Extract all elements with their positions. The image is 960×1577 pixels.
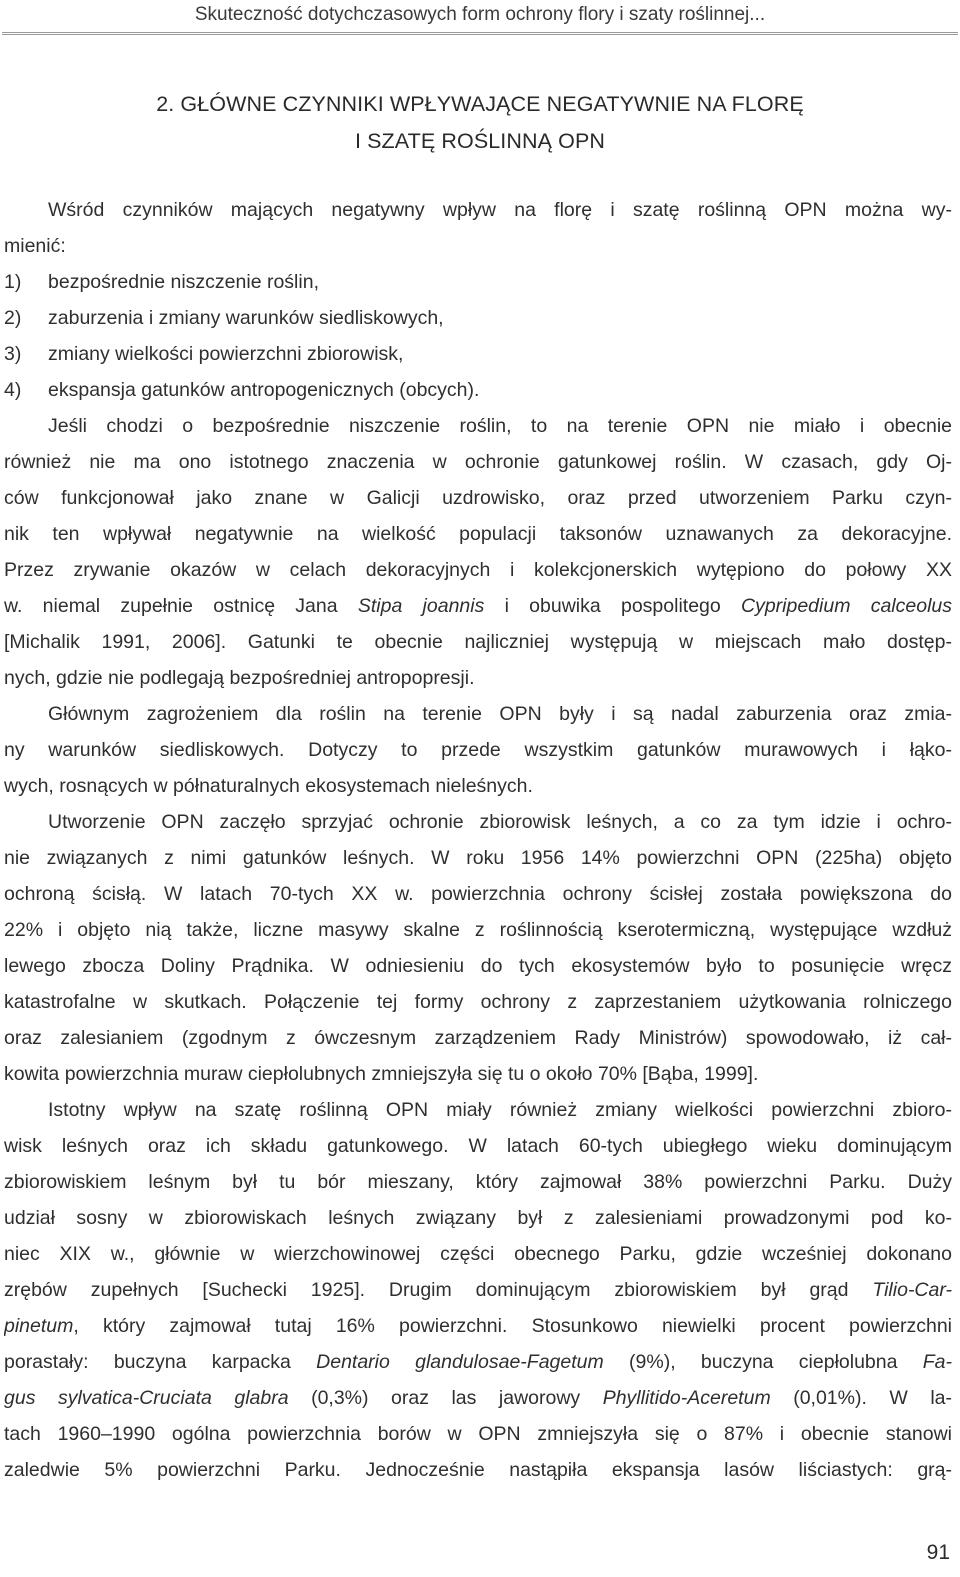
species-name: Dentario glandulosae-Fagetum	[316, 1351, 604, 1373]
text-run: (0,01%). W la-	[770, 1387, 952, 1409]
list-item-text: zaburzenia i zmiany warunków siedliskowych,	[48, 307, 444, 329]
text-run: zrębów zupełnych [Suchecki 1925]. Drugim dominującym zbiorowiskiem był grąd	[4, 1279, 873, 1301]
paragraph-1-line: również nie ma ono istotnego znaczenia w ochronie gatunkowej roślin. W czasach, gdy Oj-	[4, 451, 952, 473]
species-name: Stipa joannis	[357, 595, 485, 617]
paragraph-4-line	[4, 1272, 952, 1308]
text-run: (9%), buczyna ciepłolubna	[603, 1351, 923, 1373]
text-run: w. niemal zupełnie ostnicę Jana	[4, 595, 358, 617]
running-header: Skuteczność dotychczasowych form ochrony flory i szaty roślinnej...	[194, 4, 766, 25]
heading-line-1: 2. GŁÓWNE CZYNNIKI WPŁYWAJĄCE NEGATYWNIE NA FLORĘ	[156, 92, 804, 116]
page-number: 91	[926, 1541, 950, 1564]
paragraph-3-line: ochroną ścisłą. W latach 70-tych XX w. powierzchnia ochrony ścisłej została powiększona do	[4, 883, 952, 905]
text-run: porastały: buczyna karpacka	[4, 1351, 317, 1373]
text-run: i obuwika pospolitego	[484, 595, 741, 617]
species-name: gus sylvatica-Cruciata glabra	[4, 1387, 289, 1409]
paragraph-3-line: kowita powierzchnia muraw ciepłolubnych zmniejszyła się tu o około 70% [Bąba, 1999].	[4, 1063, 759, 1085]
species-name: Phyllitido-Aceretum	[602, 1387, 771, 1409]
paragraph-1-line: Jeśli chodzi o bezpośrednie niszczenie roślin, to na terenie OPN nie miało i obecnie	[48, 415, 952, 437]
list-item-number: 4)	[4, 379, 22, 401]
intro-line-1: Wśród czynników mających negatywny wpływ na florę i szatę roślinną OPN można wy-	[48, 199, 952, 221]
paragraph-4-line: udział sosny w zbiorowiskach leśnych związany był z zalesieniami prowadzonymi pod ko-	[4, 1207, 952, 1229]
paragraph-4-line: Istotny wpływ na szatę roślinną OPN miały również zmiany wielkości powierzchni zbioro-	[48, 1099, 952, 1121]
paragraph-4-line: niec XIX w., głównie w wierzchowinowej części obecnego Parku, gdzie wcześniej dokonano	[4, 1243, 952, 1265]
species-name: pinetum	[4, 1315, 74, 1337]
list-item-text: bezpośrednie niszczenie roślin,	[48, 271, 319, 293]
species-name: Tilio-Car-	[872, 1279, 952, 1301]
paragraph-3-line: Utworzenie OPN zaczęło sprzyjać ochronie zbiorowisk leśnych, a co za tym idzie i ochro-	[48, 811, 952, 833]
list-item-number: 2)	[4, 307, 22, 329]
list-item	[4, 300, 952, 336]
paragraph-1-line: nik ten wpływał negatywnie na wielkość populacji taksonów uznawanych za dekoracyjne.	[4, 523, 952, 545]
paragraph-4-line: zaledwie 5% powierzchni Parku. Jednocześnie nastąpiła ekspansja lasów liściastych: grą-	[4, 1459, 952, 1481]
species-name: Fa-	[922, 1351, 952, 1373]
heading-line-2: I SZATĘ ROŚLINNĄ OPN	[354, 129, 606, 153]
paragraph-3-line: lewego zbocza Doliny Prądnika. W odniesieniu do tych ekosystemów było to posunięcie wręcz	[4, 955, 952, 977]
text-run: , który zajmował tutaj 16% powierzchni. Stosunkowo niewielki procent powierzchni	[73, 1315, 952, 1337]
list-item	[4, 264, 952, 300]
paragraph-4-line	[4, 1380, 952, 1416]
paragraph-1-line: Przez zrywanie okazów w celach dekoracyjnych i kolekcjonerskich wytępiono do połowy XX	[4, 559, 952, 581]
paragraph-2-line: ny warunków siedliskowych. Dotyczy to przede wszystkim gatunków murawowych i łąko-	[4, 739, 952, 761]
species-name: Cypripedium calceolus	[740, 595, 952, 617]
paragraph-3-line: oraz zalesianiem (zgodnym z ówczesnym zarządzeniem Rady Ministrów) spowodowało, iż cał-	[4, 1027, 952, 1049]
intro-line-2: mienić:	[4, 235, 66, 257]
paragraph-2-line: wych, rosnących w półnaturalnych ekosystemach nieleśnych.	[4, 775, 533, 797]
paragraph-3-line: katastrofalne w skutkach. Połączenie tej formy ochrony z zaprzestaniem użytkowania rolniczego	[4, 991, 952, 1013]
list-item-text: zmiany wielkości powierzchni zbiorowisk,	[48, 343, 404, 365]
paragraph-1-line	[4, 588, 952, 624]
list-item-number: 3)	[4, 343, 22, 365]
text-run: (0,3%) oraz las jaworowy	[288, 1387, 603, 1409]
paragraph-4-line	[4, 1308, 952, 1344]
paragraph-3-line: nie związanych z nimi gatunków leśnych. W roku 1956 14% powierzchni OPN (225ha) objęto	[4, 847, 952, 869]
paragraph-1-line: [Michalik 1991, 2006]. Gatunki te obecnie najliczniej występują w miejscach mało dostęp-	[4, 631, 952, 653]
list-item-text: ekspansja gatunków antropogenicznych (obcych).	[48, 379, 480, 401]
paragraph-4-line: wisk leśnych oraz ich składu gatunkowego. W latach 60-tych ubiegłego wieku dominującym	[4, 1135, 952, 1157]
paragraph-4-line	[4, 1344, 952, 1380]
list-item	[4, 372, 952, 408]
paragraph-4-line: tach 1960–1990 ogólna powierzchnia borów w OPN zmniejszyła się o 87% i obecnie stanowi	[4, 1423, 952, 1445]
list-item	[4, 336, 952, 372]
section-heading	[0, 86, 960, 160]
paragraph-2-line: Głównym zagrożeniem dla roślin na terenie OPN były i są nadal zaburzenia oraz zmia-	[48, 703, 952, 725]
header-rule	[2, 32, 958, 35]
paragraph-4-line: zbiorowiskiem leśnym był tu bór mieszany, który zajmował 38% powierzchni Parku. Duży	[4, 1171, 952, 1193]
list-item-number: 1)	[4, 271, 22, 293]
body-text	[4, 192, 952, 1488]
paragraph-1-line: ców funkcjonował jako znane w Galicji uzdrowisko, oraz przed utworzeniem Parku czyn-	[4, 487, 952, 509]
paragraph-1-line: nych, gdzie nie podlegają bezpośredniej antropopresji.	[4, 667, 475, 689]
paragraph-3-line: 22% i objęto nią także, liczne masywy skalne z roślinnością kserotermiczną, występujące wzdłuż	[4, 919, 952, 941]
